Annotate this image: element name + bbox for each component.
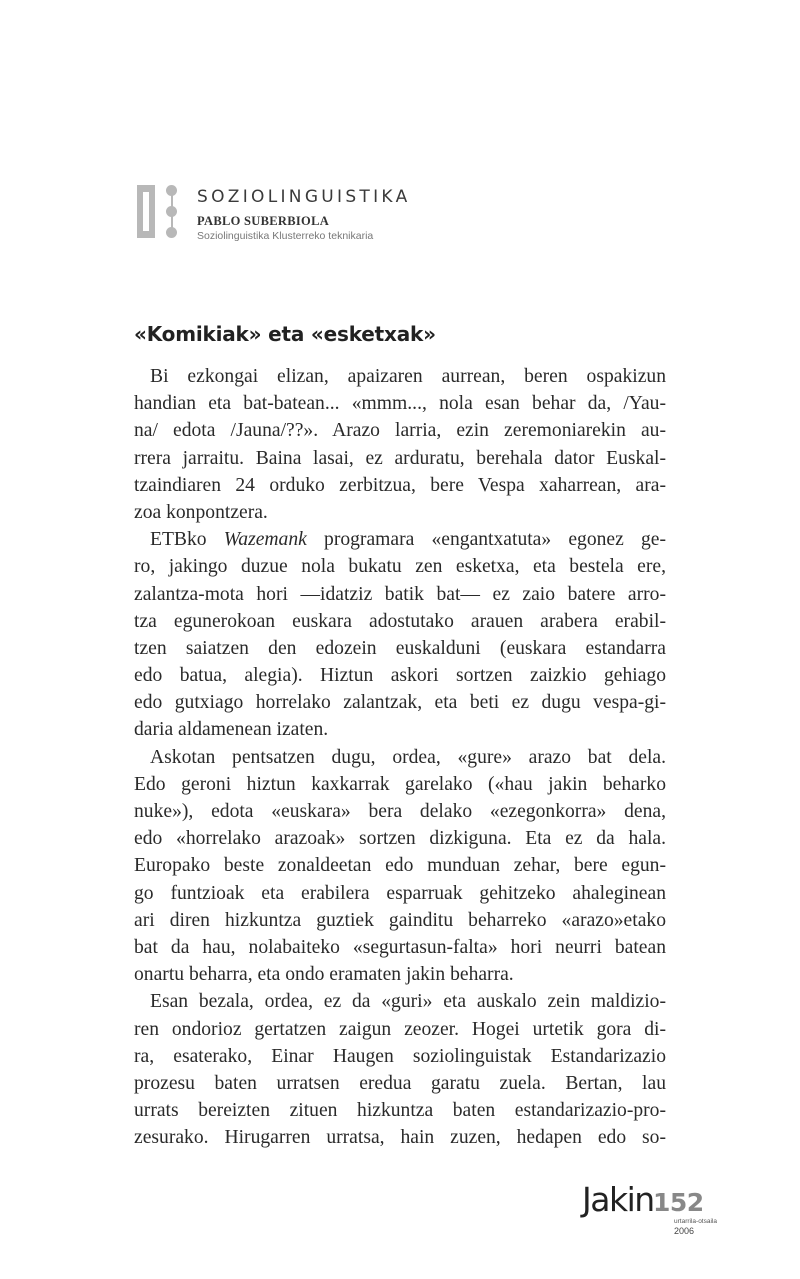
paragraph-line: edo «horrelako arazoak» sortzen dizkiguna. Eta ez da hala. xyxy=(134,828,666,850)
paragraph-line: ren ondorioz gertatzen zaigun zeozer. Hogei urtetik gora di- xyxy=(134,1018,666,1040)
logo-bar xyxy=(137,185,155,238)
section-title: SOZIOLINGUISTIKA xyxy=(197,187,411,207)
paragraph-line: handian eta bat-batean... «mmm..., nola esan behar da, /Yau- xyxy=(134,393,666,415)
paragraph-line: Edo geroni hiztun kaxkarrak garelako («hau jakin beharko xyxy=(134,773,666,795)
paragraph-line: tzen saiatzen den edozein euskalduni (euskara estandarra xyxy=(134,637,666,659)
journal-logo xyxy=(582,1180,722,1243)
author-name: PABLO SUBERBIOLA xyxy=(197,214,330,228)
issue-months: urtarrila-otsaila xyxy=(674,1218,717,1225)
paragraph-line: tzaindiaren 24 orduko zerbitzua, bere Vespa xaharrean, ara- xyxy=(134,474,666,496)
paragraph-line: ro, jakingo duzue nola bukatu zen esketxa, eta bestela ere, xyxy=(134,556,666,578)
paragraph-line: edo gutxiago horrelako zalantzak, eta beti ez dugu vespa-gi- xyxy=(134,692,666,714)
paragraph-line: go funtzioak eta erabilera esparruak gehitzeko ahaleginean xyxy=(134,882,666,904)
paragraph-line: Esan bezala, ordea, ez da «guri» eta auskalo zein maldizio- xyxy=(150,991,666,1013)
paragraph-line: edo batua, alegia). Hiztun askori sortzen zaizkio gehiago xyxy=(134,665,666,687)
logo-dot xyxy=(166,185,177,196)
italic-program-name: Wazemank xyxy=(223,529,307,551)
article-body xyxy=(134,363,666,1151)
paragraph-line: prozesu baten urratsen eredua garatu zuela. Bertan, lau xyxy=(134,1072,666,1094)
paragraph-line: bat da hau, nolabaiteko «segurtasun-falta» hori neurri batean xyxy=(134,936,666,958)
paragraph-line: urrats bereizten zituen hizkuntza baten estandarizazio-pro- xyxy=(134,1100,666,1122)
paragraph-line: nuke»), edota «euskara» bera delako «ezegonkorra» dena, xyxy=(134,801,666,822)
paragraph-line: ra, esaterako, Einar Haugen soziolinguistak Estandarizazio xyxy=(134,1045,666,1067)
journal-brand: Jakin xyxy=(582,1180,654,1219)
logo-dot xyxy=(166,227,177,238)
paragraph-line: zoa konpontzera. xyxy=(134,501,268,523)
paragraph-line: Bi ezkongai elizan, apaizaren aurrean, beren ospakizun xyxy=(150,366,666,387)
paragraph-line: daria aldamenean izaten. xyxy=(134,719,329,741)
logo-dot xyxy=(166,206,177,217)
paragraph-line: rrera jarraitu. Baina lasai, ez arduratu, berehala dator Euskal- xyxy=(134,447,666,469)
section-logo-icon xyxy=(137,185,185,241)
paragraph-line: zesurako. Hirugarren urratsa, hain zuzen, hedapen edo so- xyxy=(134,1127,666,1149)
logo-dots xyxy=(166,185,178,238)
article-title: «Komikiak» eta «esketxak» xyxy=(134,322,436,346)
paragraph-line-mixed xyxy=(134,526,666,553)
issue-number: 152 xyxy=(653,1188,704,1217)
paragraph-line: zalantza-mota hori —idatziz batik bat— ez zaio batere arro- xyxy=(134,583,666,605)
paragraph-line: tza egunerokoan euskara adostutako arauen arabera erabil- xyxy=(134,610,666,632)
paragraph-line: onartu beharra, eta ondo eramaten jakin beharra. xyxy=(134,964,514,986)
paragraph-line: Europako beste zonaldeetan edo munduan zehar, bere egun- xyxy=(134,855,666,877)
paragraph-line: na/ edota /Jauna/??». Arazo larria, ezin zeremoniarekin au- xyxy=(134,420,666,442)
paragraph-line: Askotan pentsatzen dugu, ordea, «gure» arazo bat dela. xyxy=(150,746,666,768)
text-fragment: ETBko xyxy=(150,529,224,551)
paragraph-line: ari diren hizkuntza guztiek gainditu beharreko «arazo»etako xyxy=(134,909,666,931)
author-affiliation: Soziolinguistika Klusterreko teknikaria xyxy=(197,230,374,242)
issue-year: 2006 xyxy=(674,1226,695,1236)
text-fragment: programara «engantxatuta» egonez ge- xyxy=(306,529,666,551)
